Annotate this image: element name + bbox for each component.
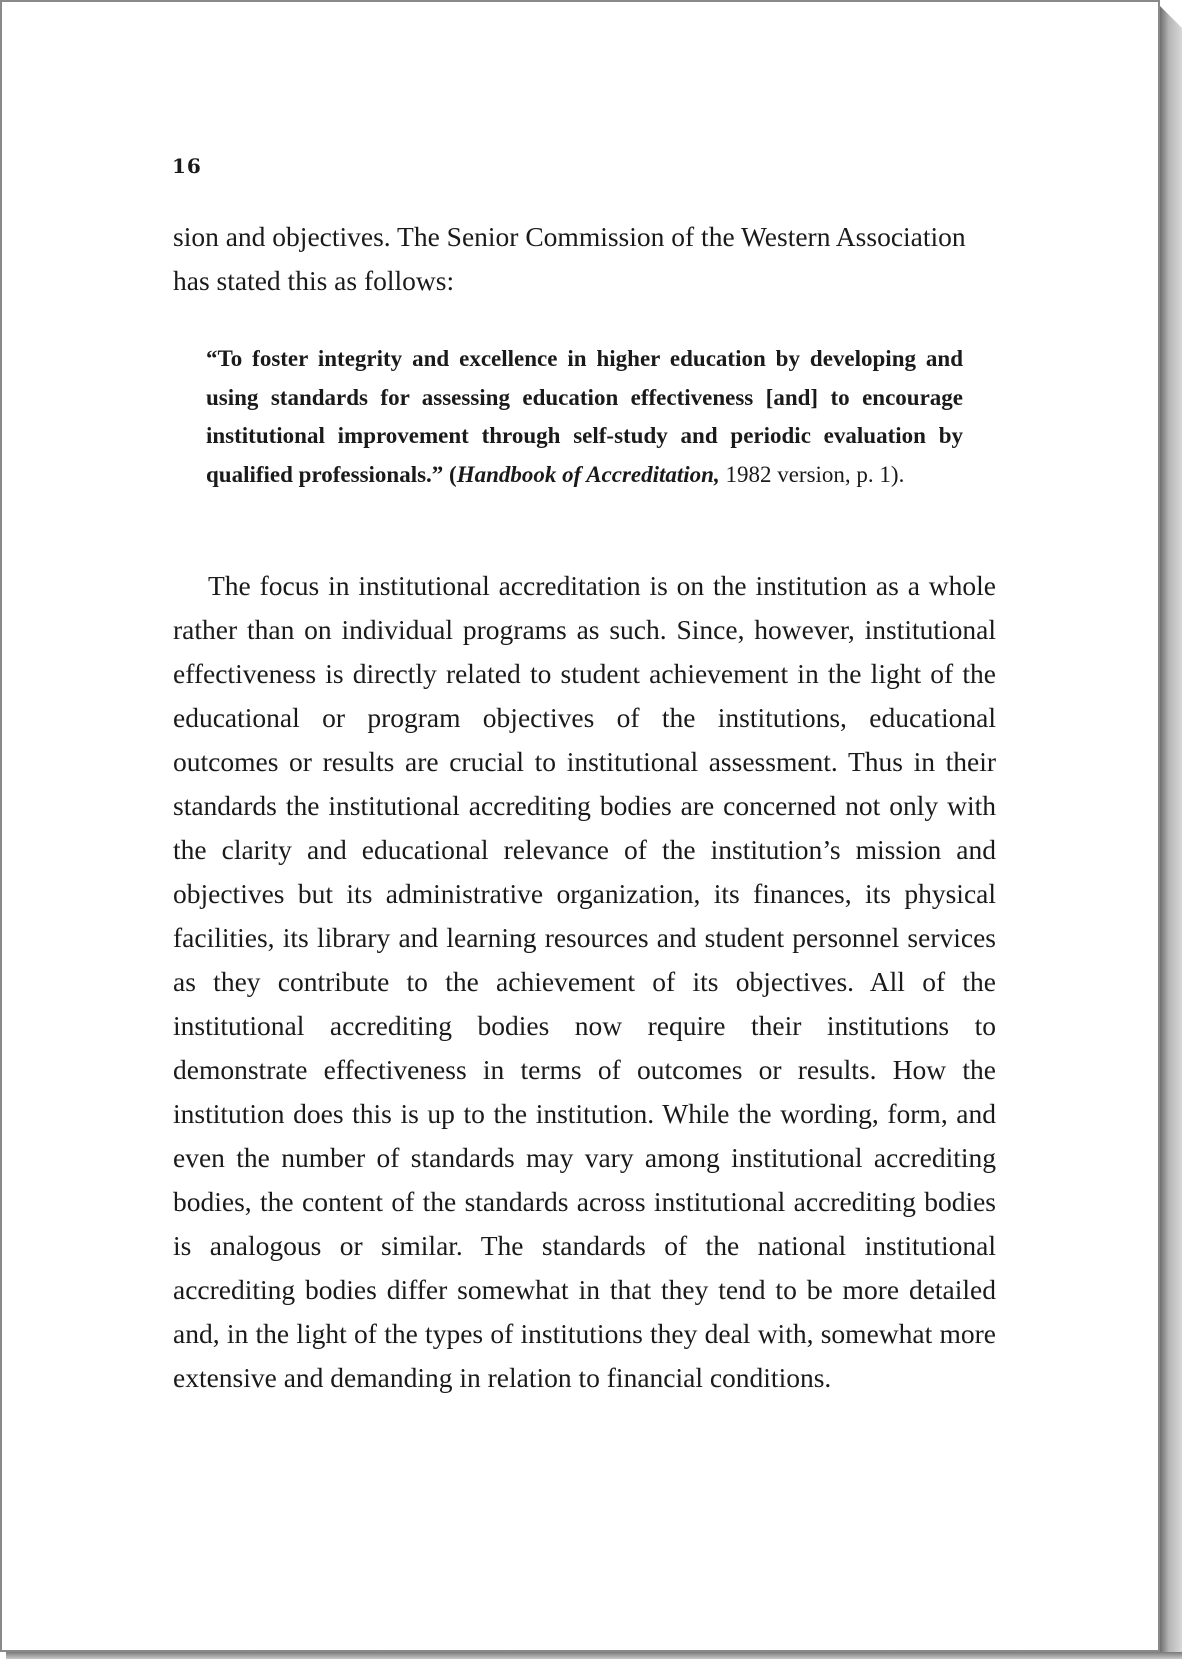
- paragraph-intro: sion and objectives. The Senior Commission of the Western Association has stated this as follows:: [173, 221, 966, 296]
- quote-citation-title: Handbook of Accreditation,: [456, 461, 720, 487]
- page-number: 16: [172, 154, 202, 178]
- quote-text: “To foster integrity and excellence in higher education by developing and using standards for assessing education effectiveness [and] to encourage institutional improvement through self-study and periodic evaluation by qualified professionals.” (: [206, 346, 963, 487]
- page-edge-shadow-right: [1160, 6, 1182, 1656]
- quote-citation-rest: 1982 version, p. 1).: [719, 461, 905, 487]
- paragraph-main: The focus in institutional accreditation is on the institution as a whole rather than on individual programs as such. Since, however, institutional effectiveness is directly related to student achievement in the light of the educational or program objectives of the institutions, educational outcomes or results are crucial to institutional assessment. Thus in their standards the institutional accrediting bodies are concerned not only with the clarity and educational relevance of the institution’s mission and objectives but its administrative organization, its finances, its physical facilities, its library and learning resources and student personnel services as they contribute to the achievement of its objectives. All of the institutional accrediting bodies now require their institutions to demonstrate effectiveness in terms of outcomes or results. How the institution does this is up to the institution. While the wording, form, and even the number of standards may vary among institutional accrediting bodies, the content of the standards across institutional accrediting bodies is analogous or similar. The standards of the national institutional accrediting bodies differ somewhat in that they tend to be more detailed and, in the light of the types of institutions they deal with, somewhat more extensive and demanding in relation to financial conditions.: [173, 570, 996, 1393]
- block-quote: [206, 340, 963, 494]
- page-edge-shadow-bottom: [6, 1652, 1182, 1659]
